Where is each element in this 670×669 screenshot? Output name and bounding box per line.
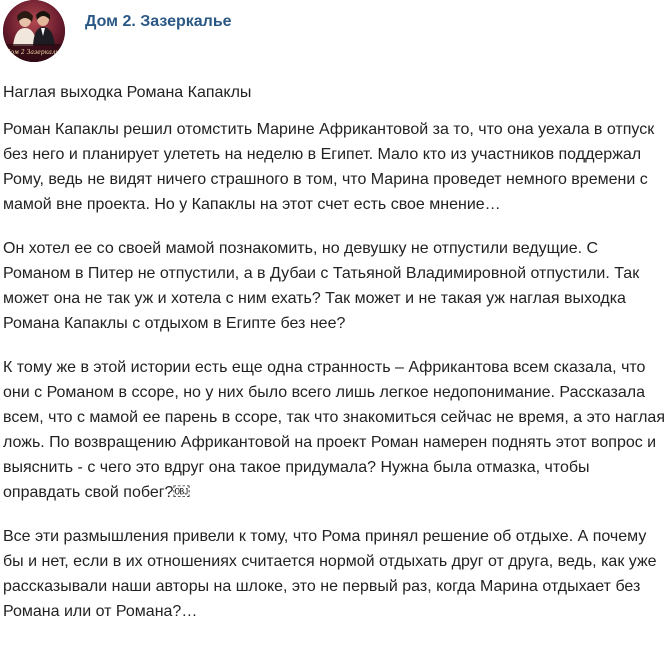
post-title: Наглая выходка Романа Капаклы (3, 84, 252, 101)
post-paragraph-4: Все эти размышления привели к тому, что Рома принял решение об отдыхе. А почему бы и нет, если в их отношениях считается нормой отдыхать друг от друга, ведь, как уже рассказывали наши авторы на шлоке, это не первый раз, когда Марина отдыхает без Романа или от Романа?… (3, 528, 657, 620)
post-paragraph-2: Он хотел ее со своей мамой познакомить, но девушку не отпустили ведущие. С Романом в Питер не отпустили, а в Дубаи с Татьяной Владимировной отпустили. Так может она не так уж и хотела с ним ехать? Так может и не такая уж наглая выходка Романа Капаклы с отдыхом в Египте без нее? (3, 240, 640, 332)
channel-name-link[interactable]: Дом 2. Зазеркалье (85, 13, 232, 30)
post-body (3, 80, 667, 624)
post-header (0, 0, 670, 72)
post-paragraph-1: Роман Капаклы решил отомстить Марине Африкантовой за то, что она уехала в отпуск без него и планирует улететь на неделю в Египет. Мало кто из участников поддержал Рому, ведь не видят ничего страшного в том, что Марина проведет немного времени с мамой вне проекта. Но у Капаклы на этот счет есть свое мнение… (3, 121, 655, 213)
channel-avatar[interactable] (3, 0, 65, 62)
avatar-caption: Дом 2 Зазеркалье (5, 49, 63, 56)
post-paragraph-3: К тому же в этой истории есть еще одна странность – Африкантова всем сказала, что они с Романом в ссоре, но у них было всего лишь легкое недопонимание. Рассказала всем, что с мамой ее парень в ссоре, так что знакомиться сейчас не время, а это наглая ложь. По возвращению Африкантовой на проект Роман намерен поднять этот вопрос и выяснить - с чего это вдруг она такое придумала? Нужна была отмазка, чтобы оправдать свой побег?￼ (3, 359, 665, 501)
channel-avatar-icon (3, 0, 65, 62)
